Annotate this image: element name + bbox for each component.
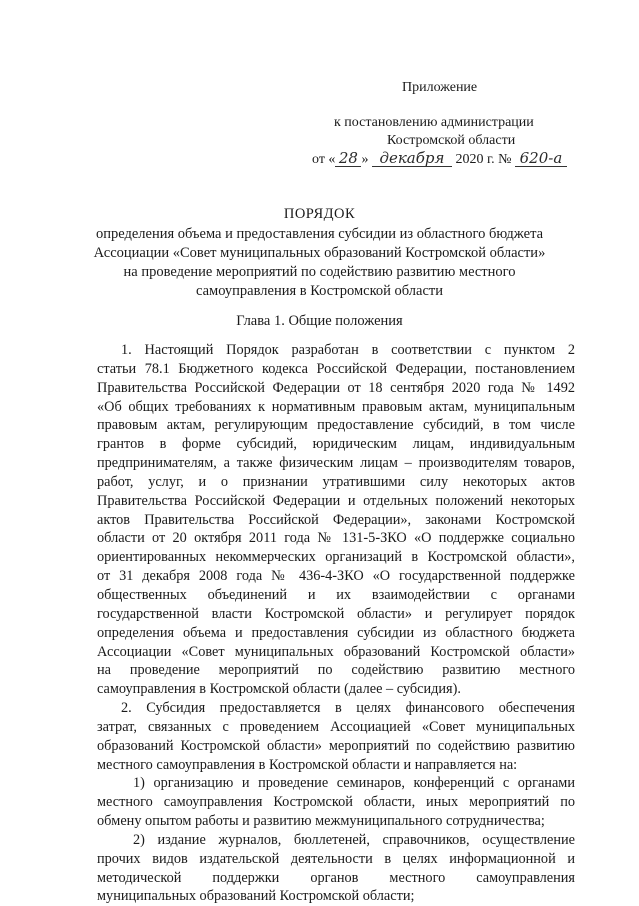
paragraph-line: определения объема и предоставления субсидии из областного бюджета xyxy=(97,624,575,641)
paragraph xyxy=(97,699,575,774)
paragraph-line: статьи 78.1 Бюджетного кодекса Российской Федерации, постановлением xyxy=(97,360,575,377)
paragraph-line: от 31 декабря 2008 года № 436-4-ЗКО «О государственной поддержке xyxy=(97,568,575,585)
chapter-heading: Глава 1. Общие положения xyxy=(236,313,403,329)
paragraph-line: затрат, связанных с проведением Ассоциацией «Совет муниципальных xyxy=(97,718,575,735)
paragraph-line: местного самоуправления Костромской области, иных мероприятий по xyxy=(97,794,575,811)
paragraph-line: 1. Настоящий Порядок разработан в соответствии с пунктом 2 xyxy=(121,342,575,358)
paragraph-line: правовым актам, регулирующим предоставление субсидий, в том числе xyxy=(97,417,575,434)
paragraph-line: муниципальных образований Костромской области; xyxy=(97,888,415,905)
paragraph-line: прочих видов издательской деятельности в целях информационной и xyxy=(97,850,575,867)
paragraph-line: 1) организацию и проведение семинаров, конференций с органами xyxy=(133,775,575,792)
paragraph-line: 2. Субсидия предоставляется в целях финансового обеспечения xyxy=(121,700,575,717)
date-prefix: от « xyxy=(312,152,336,167)
date-month: декабря xyxy=(372,150,452,167)
title-line-2: Ассоциации «Совет муниципальных образований Костромской области» xyxy=(93,245,546,261)
title-line-3: на проведение мероприятий по содействию развитию местного xyxy=(123,264,516,280)
paragraph-line: государственной власти Костромской области» и регулирует порядок xyxy=(97,605,575,622)
title-line-1: определения объема и предоставления субсидии из областного бюджета xyxy=(95,226,544,242)
paragraph-line: области от 20 октября 2011 года № 131-5-ЗКО «О поддержке социально xyxy=(97,530,575,547)
region-label: Костромской области xyxy=(387,133,516,148)
document-title: ПОРЯДОК xyxy=(283,206,356,222)
paragraph xyxy=(97,831,575,906)
date-mid: » xyxy=(361,152,369,167)
resolution-number: 620-а xyxy=(515,150,567,167)
paragraph-line: на проведение мероприятий по содействию развитию местного xyxy=(97,662,575,679)
paragraph-line: Ассоциации «Совет муниципальных образований Костромской области» xyxy=(97,643,575,660)
title-line-4: самоуправления в Костромской области xyxy=(196,283,443,299)
paragraph-line: ориентированных некоммерческих организаций в Костромской области», xyxy=(97,549,575,566)
paragraph-line: «Об общих требованиях к нормативным правовым актам, муниципальным xyxy=(97,398,575,415)
paragraph-line: Правительства Российской Федерации и отдельных положений некоторых xyxy=(97,492,575,509)
paragraph-line: общественных объединений и их взаимодействии с органами xyxy=(97,586,575,603)
document-body xyxy=(97,341,575,906)
paragraph-line: 2) издание журналов, бюллетеней, справочников, осуществление xyxy=(133,831,575,848)
paragraph-line: обмену опытом работы и развитию межмуниципального сотрудничества; xyxy=(97,813,545,830)
resolution-date-line xyxy=(312,150,567,168)
paragraph-line: работ, услуг, и о признании утратившими силу некоторых актов xyxy=(97,473,575,490)
paragraph xyxy=(97,774,575,831)
paragraph xyxy=(97,341,575,699)
paragraph-line: самоуправления в Костромской области (далее – субсидия). xyxy=(97,681,461,698)
paragraph-line: Правительства Российской Федерации от 18 сентября 2020 года № 1492 xyxy=(97,379,575,396)
date-year: 2020 г. № xyxy=(455,152,512,167)
paragraph-line: предпринимателям, а также физическим лицам – производителям товаров, xyxy=(97,455,575,472)
paragraph-line: грантов в форме субсидий, юридическим лицам, индивидуальным xyxy=(97,436,575,453)
appendix-label: Приложение xyxy=(402,80,478,95)
paragraph-line: образований Костромской области» мероприятий по содействию развитию xyxy=(97,737,575,754)
paragraph-line: методической поддержки органов местного самоуправления xyxy=(97,869,575,886)
resolution-ref: к постановлению администрации xyxy=(334,115,534,130)
paragraph-line: местного самоуправления в Костромской области и направляется на: xyxy=(97,756,518,773)
paragraph-line: актов Правительства Российской Федерации», законами Костромской xyxy=(97,511,575,528)
date-day: 28 xyxy=(335,150,361,167)
